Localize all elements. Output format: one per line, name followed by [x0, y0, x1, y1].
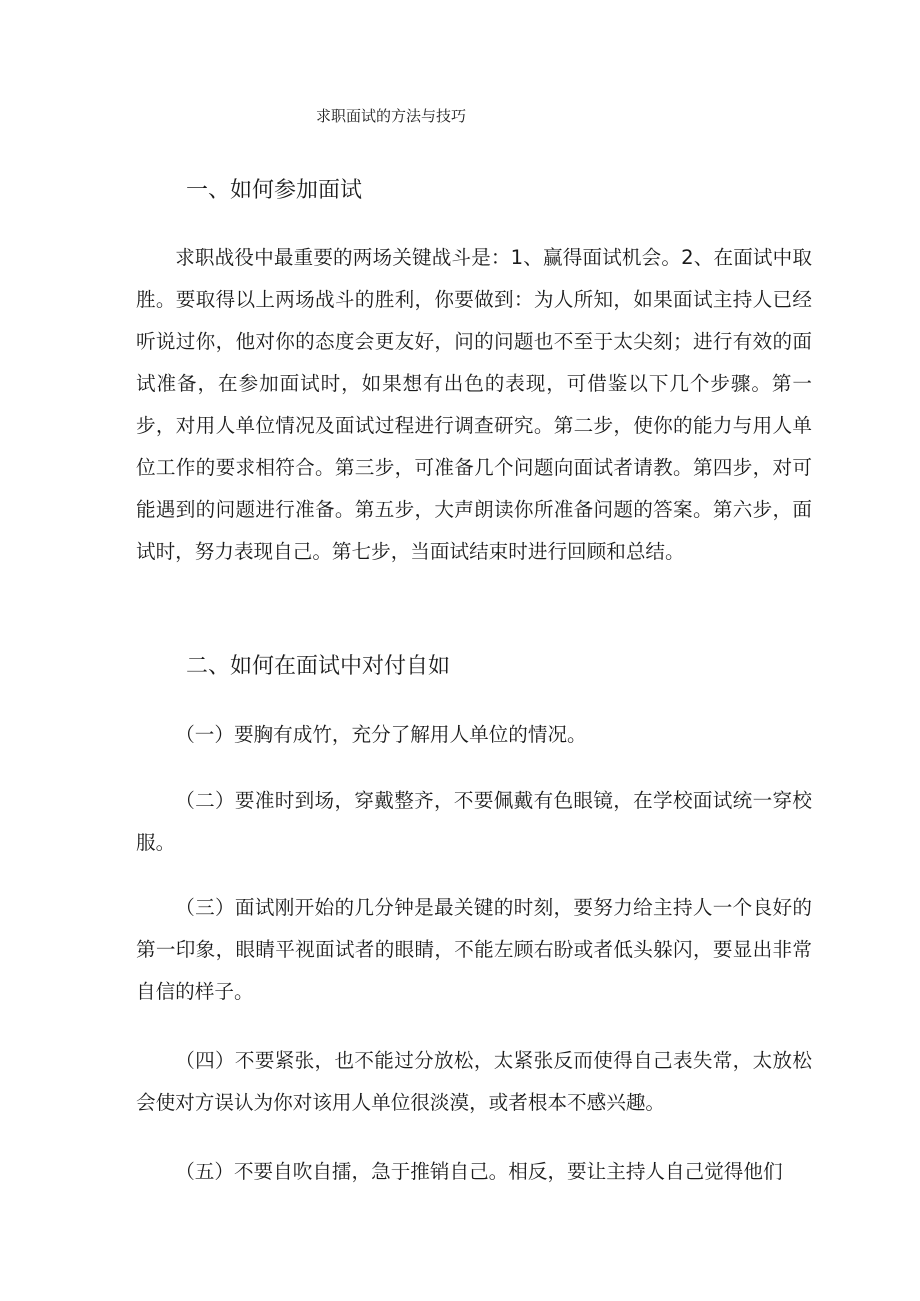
list-item: （一）要胸有成竹，充分了解用人单位的情况。 [175, 723, 587, 746]
list-item: （二）要准时到场，穿戴整齐，不要佩戴有色眼镜，在学校面试统一穿校服。 [136, 789, 812, 854]
list-item: （五）不要自吹自擂，急于推销自己。相反，要让主持人自己觉得他们 [175, 1160, 783, 1183]
document-title: 求职面试的方法与技巧 [316, 107, 467, 125]
list-item: （三）面试刚开始的几分钟是最关键的时刻，要努力给主持人一个良好的第一印象，眼睛平视面试者的眼睛，不能左顾右盼或者低头躲闪，要显出非常自信的样子。 [136, 896, 812, 1003]
list-item: （四）不要紧张，也不能过分放松，太紧张反而使得自己表失常，太放松会使对方误认为你对该用人单位很淡漠，或者根本不感兴趣。 [136, 1049, 812, 1114]
section-heading-2: 二、如何在面试中对付自如 [186, 654, 451, 679]
section-1-paragraph: 求职战役中最重要的两场关键战斗是：1、赢得面试机会。2、在面试中取胜。要取得以上两场战斗的胜利，你要做到：为人所知，如果面试主持人已经听说过你，他对你的态度会更友好，问的问题也不至于太尖刻；进行有效的面试准备，在参加面试时，如果想有出色的表现，可借鉴以下几个步骤。第一步，对用人单位情况及面试过程进行调查研究。第二步，使你的能力与用人单位工作的要求相符合。第三步，可准备几个问题向面试者请教。第四步，对可能遇到的问题进行准备。第五步，大声朗读你所准备问题的答案。第六步，面试时，努力表现自己。第七步，当面试结束时进行回顾和总结。 [136, 246, 812, 563]
section-heading-1: 一、如何参加面试 [186, 178, 363, 203]
